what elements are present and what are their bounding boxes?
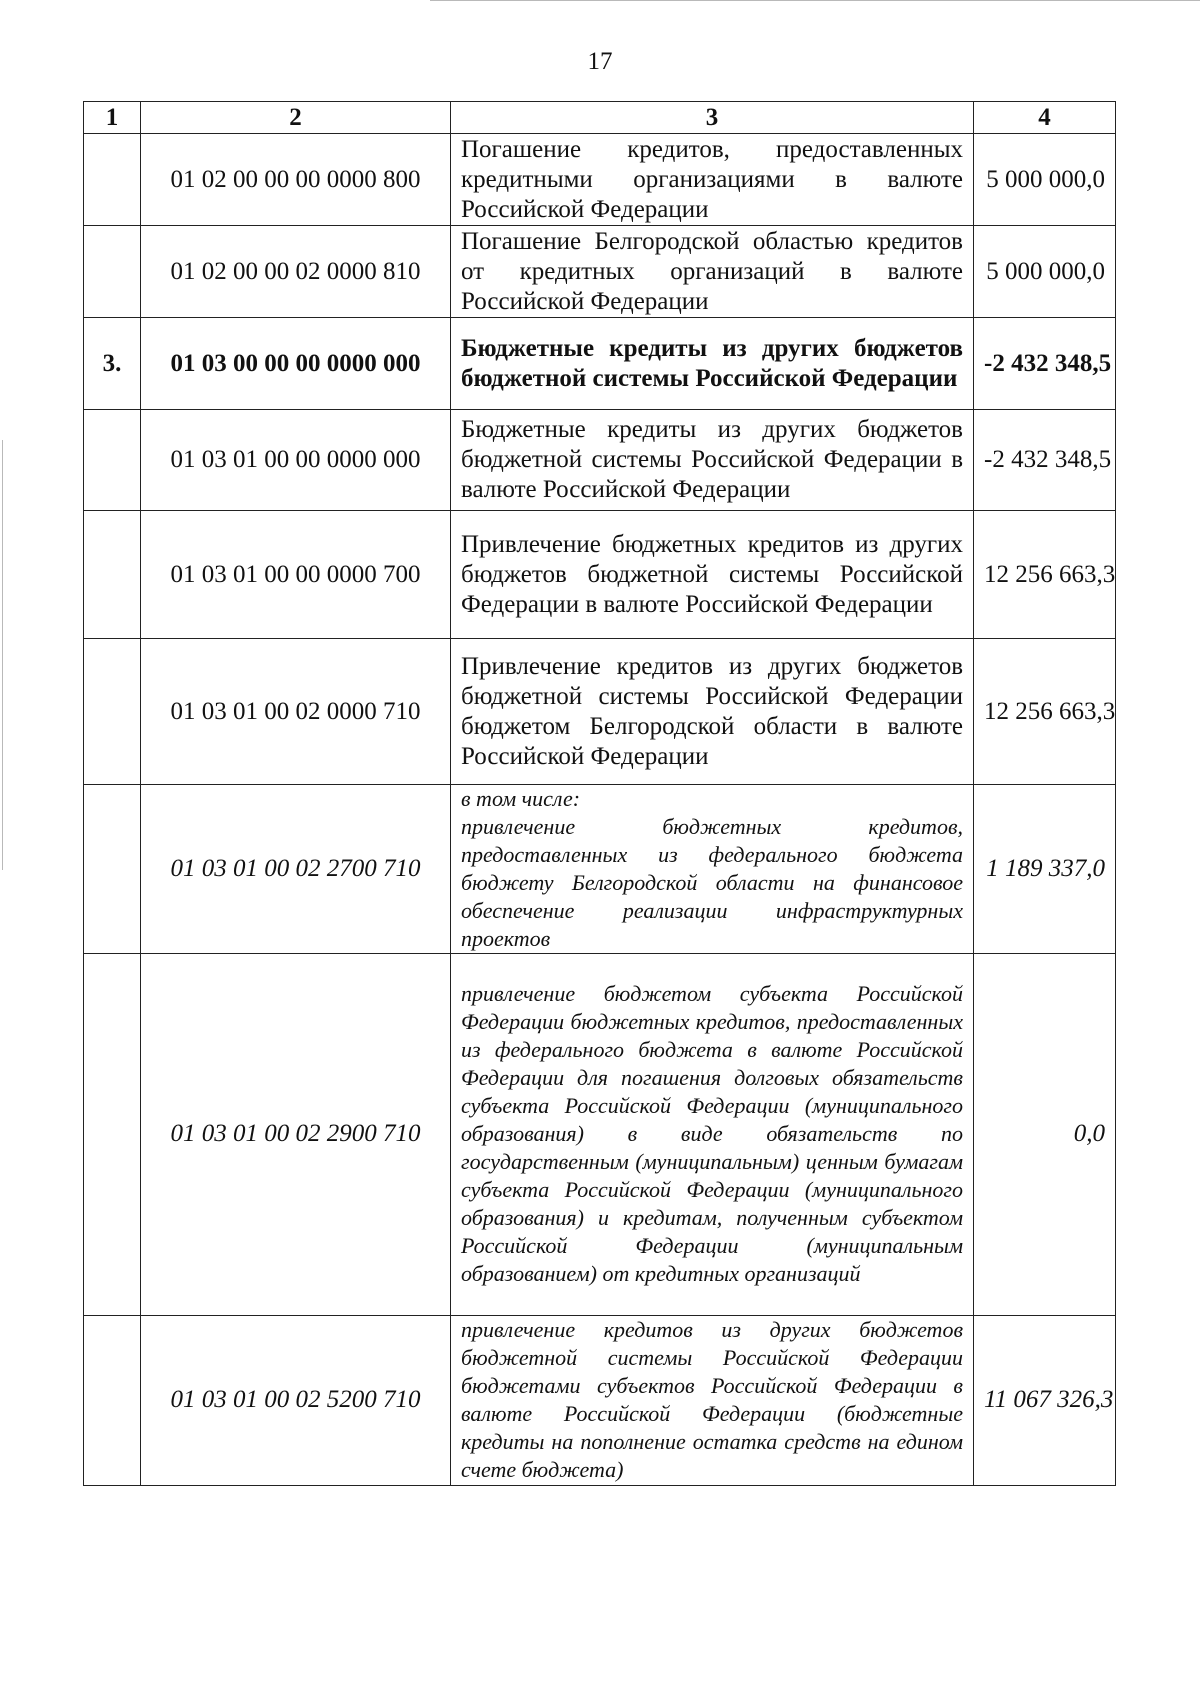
row-number [84, 1315, 141, 1485]
row-amount: -2 432 348,5 [974, 410, 1116, 511]
row-amount: 12 256 663,3 [974, 511, 1116, 639]
budget-code: 01 03 00 00 00 0000 000 [141, 318, 451, 410]
page-number: 17 [587, 48, 613, 75]
row-number [84, 134, 141, 226]
table-row [84, 1315, 1116, 1485]
row-amount: 5 000 000,0 [974, 226, 1116, 318]
table-row [84, 953, 1116, 1315]
row-description [451, 785, 974, 954]
column-header: 4 [974, 102, 1116, 134]
budget-code: 01 03 01 00 02 2700 710 [141, 785, 451, 954]
row-number [84, 639, 141, 785]
row-description: Бюджетные кредиты из других бюджетов бюджетной системы Российской Федерации [451, 318, 974, 410]
table-row [84, 410, 1116, 511]
budget-code: 01 03 01 00 00 0000 000 [141, 410, 451, 511]
row-description: Погашение кредитов, предоставленных кредитными организациями в валюте Российской Федерации [451, 134, 974, 226]
row-amount: 0,0 [974, 953, 1116, 1315]
row-amount: 5 000 000,0 [974, 134, 1116, 226]
budget-table [83, 101, 1116, 1486]
row-description: Бюджетные кредиты из других бюджетов бюджетной системы Российской Федерации в валюте Российской Федерации [451, 410, 974, 511]
header-row [84, 102, 1116, 134]
table-row [84, 226, 1116, 318]
row-description: Привлечение кредитов из других бюджетов бюджетной системы Российской Федерации бюджетом Белгородской области в валюте Российской Федерации [451, 639, 974, 785]
row-description-text: привлечение бюджетных кредитов, предоставленных из федерального бюджета бюджету Белгородской области на финансовое обеспечение реализации инфраструктурных проектов [461, 813, 963, 951]
row-number [84, 511, 141, 639]
scan-edge-line [2, 440, 3, 870]
row-number [84, 410, 141, 511]
budget-code: 01 02 00 00 02 0000 810 [141, 226, 451, 318]
row-number: 3. [84, 318, 141, 410]
budget-code: 01 03 01 00 02 5200 710 [141, 1315, 451, 1485]
row-amount: -2 432 348,5 [974, 318, 1116, 410]
row-number [84, 953, 141, 1315]
budget-code: 01 03 01 00 00 0000 700 [141, 511, 451, 639]
row-number [84, 785, 141, 954]
table-row [84, 134, 1116, 226]
row-description: привлечение бюджетом субъекта Российской Федерации бюджетных кредитов, предоставленных из федерального бюджета в валюте Российской Федерации для погашения долговых обязательств субъекта Российской Федерации (муниципального образования) в виде обязательств по государственным (муниципальным) ценным бумагам субъекта Российской Федерации (муниципального образования) и кредитам, полученным субъектом Российской Федерации (муниципальным образованием) от кредитных организаций [451, 953, 974, 1315]
table-row [84, 318, 1116, 410]
scan-edge-line [430, 0, 1200, 1]
column-header: 1 [84, 102, 141, 134]
budget-code: 01 03 01 00 02 0000 710 [141, 639, 451, 785]
table-row [84, 511, 1116, 639]
row-number [84, 226, 141, 318]
column-header: 3 [451, 102, 974, 134]
row-description: Привлечение бюджетных кредитов из других бюджетов бюджетной системы Российской Федерации в валюте Российской Федерации [451, 511, 974, 639]
row-intro-text: в том числе: [461, 786, 581, 811]
row-amount: 1 189 337,0 [974, 785, 1116, 954]
table-row [84, 785, 1116, 954]
row-description: привлечение кредитов из других бюджетов бюджетной системы Российской Федерации бюджетами субъектов Российской Федерации в валюте Российской Федерации (бюджетные кредиты на пополнение остатка средств на едином счете бюджета) [451, 1315, 974, 1485]
budget-code: 01 03 01 00 02 2900 710 [141, 953, 451, 1315]
row-amount: 11 067 326,3 [974, 1315, 1116, 1485]
column-header: 2 [141, 102, 451, 134]
row-amount: 12 256 663,3 [974, 639, 1116, 785]
row-description: Погашение Белгородской областью кредитов от кредитных организаций в валюте Российской Федерации [451, 226, 974, 318]
budget-code: 01 02 00 00 00 0000 800 [141, 134, 451, 226]
table-row [84, 639, 1116, 785]
